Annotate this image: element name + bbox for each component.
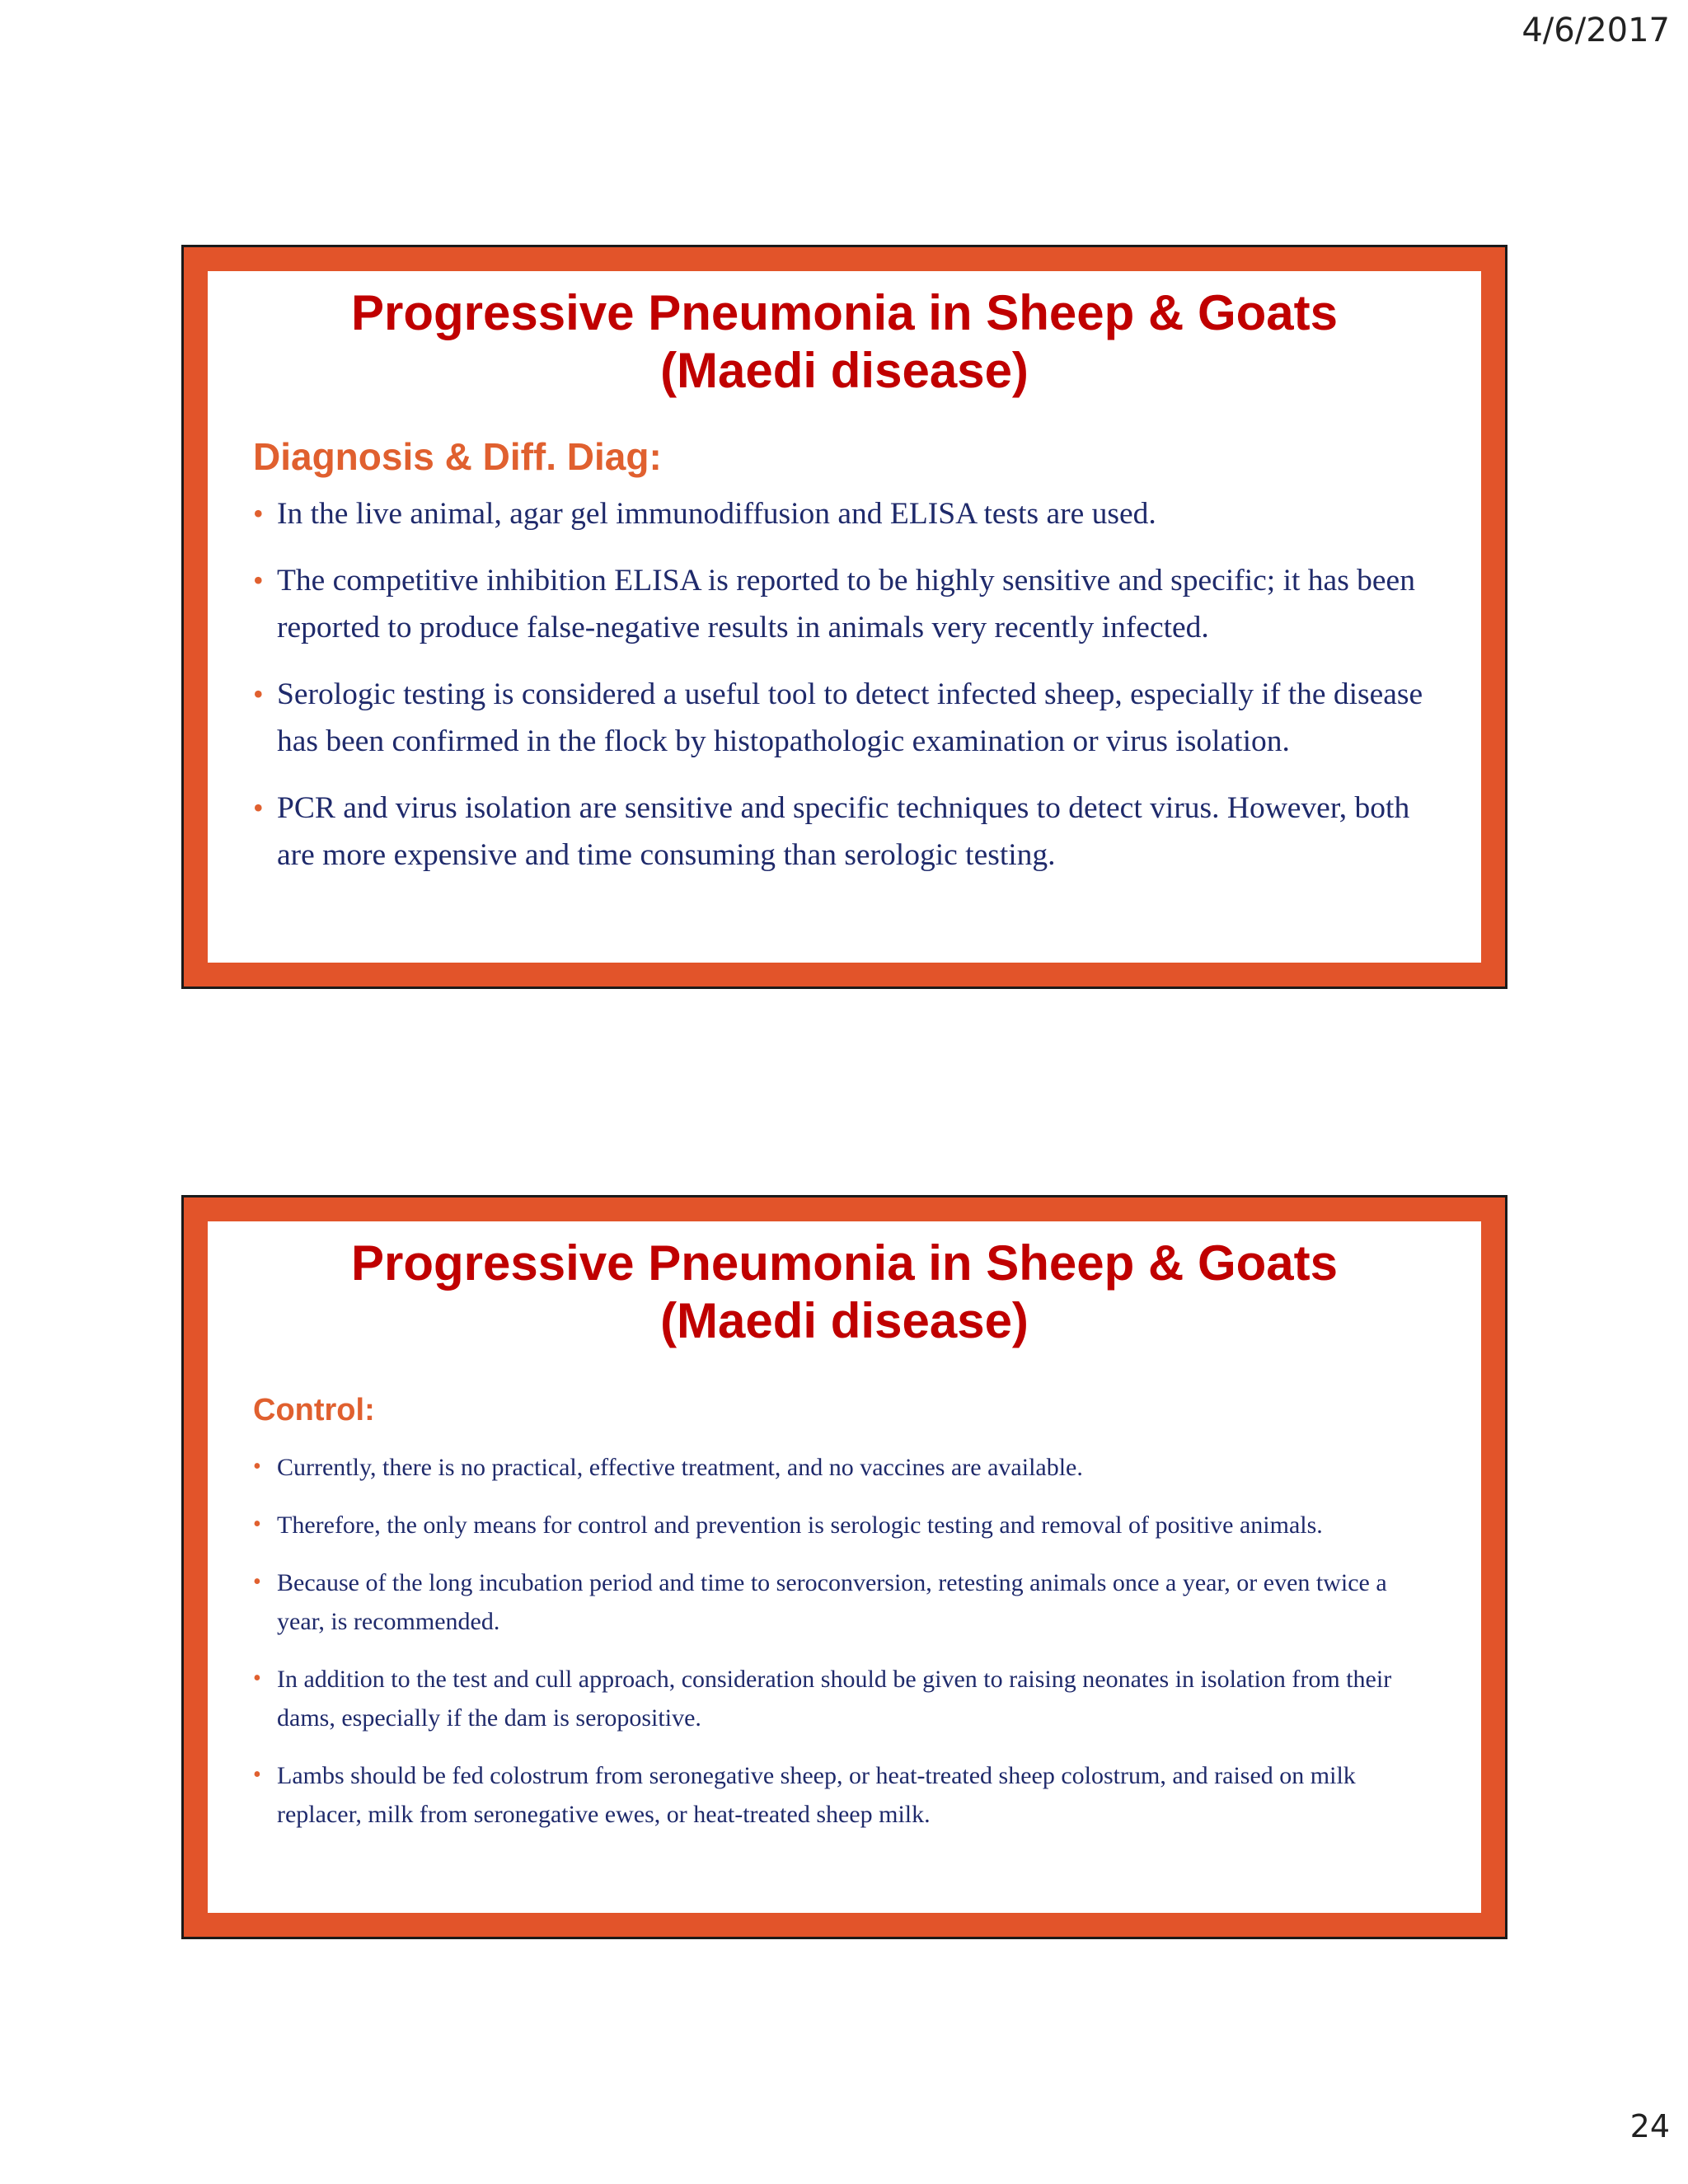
- slide-title: [253, 1235, 1436, 1350]
- page-number: 24: [1629, 2108, 1670, 2144]
- bullet-text: Lambs should be fed colostrum from seronegative sheep, or heat-treated sheep colostrum, and raised on milk replacer, milk from seronegative ewes, or heat-treated sheep milk.: [277, 1762, 1356, 1828]
- bullet-icon: •: [253, 564, 264, 597]
- bullet-icon: •: [253, 677, 264, 710]
- bullet-icon: •: [253, 1511, 261, 1537]
- page-date: 4/6/2017: [1522, 12, 1670, 49]
- bullet-icon: •: [253, 1569, 261, 1595]
- slide-title-line-1: Progressive Pneumonia in Sheep & Goats: [350, 1235, 1338, 1291]
- bullet-item: [253, 490, 1436, 537]
- slide-title-line-2: (Maedi disease): [660, 1293, 1029, 1348]
- bullet-icon: •: [253, 1454, 261, 1479]
- bullet-text: Because of the long incubation period and time to seroconversion, retesting animals once a year, or even twice a year, is recommended.: [277, 1569, 1387, 1635]
- bullet-item: [253, 671, 1436, 765]
- slide-title-line-1: Progressive Pneumonia in Sheep & Goats: [350, 285, 1338, 340]
- bullet-item: [253, 1506, 1436, 1544]
- bullet-list: [253, 1448, 1436, 1834]
- bullet-item: [253, 785, 1436, 879]
- slide-control: [181, 1195, 1507, 1939]
- bullet-item: [253, 1563, 1436, 1641]
- bullet-item: [253, 1756, 1436, 1834]
- bullet-icon: •: [253, 497, 264, 530]
- bullet-text: The competitive inhibition ELISA is reported to be highly sensitive and specific; it has been reported to produce false-negative results in animals very recently infected.: [277, 564, 1415, 644]
- slide-content: [208, 1221, 1481, 1913]
- bullet-text: PCR and virus isolation are sensitive and specific techniques to detect virus. However, both are more expensive and time consuming than serologic testing.: [277, 791, 1410, 872]
- slide-diagnosis: [181, 245, 1507, 989]
- bullet-text: Therefore, the only means for control and prevention is serologic testing and removal of positive animals.: [277, 1511, 1323, 1539]
- bullet-item: [253, 1448, 1436, 1487]
- bullet-text: In addition to the test and cull approach, consideration should be given to raising neonates in isolation from their dams, especially if the dam is seropositive.: [277, 1666, 1392, 1732]
- slide-title-line-2: (Maedi disease): [660, 343, 1029, 398]
- bullet-text: Currently, there is no practical, effective treatment, and no vaccines are available.: [277, 1454, 1083, 1481]
- section-heading-diagnosis: Diagnosis & Diff. Diag:: [253, 435, 662, 478]
- bullet-item: [253, 557, 1436, 651]
- bullet-item: [253, 1660, 1436, 1737]
- bullet-text: In the live animal, agar gel immunodiffusion and ELISA tests are used.: [277, 497, 1156, 531]
- slide-title: [253, 284, 1436, 400]
- section-heading-control: Control:: [253, 1393, 375, 1427]
- bullet-icon: •: [253, 1762, 261, 1788]
- bullet-list: [253, 490, 1436, 879]
- slide-content: [208, 271, 1481, 963]
- bullet-icon: •: [253, 791, 264, 824]
- bullet-text: Serologic testing is considered a useful tool to detect infected sheep, especially if the disease has been confirmed in the flock by histopathologic examination or virus isolation.: [277, 677, 1423, 758]
- bullet-icon: •: [253, 1666, 261, 1691]
